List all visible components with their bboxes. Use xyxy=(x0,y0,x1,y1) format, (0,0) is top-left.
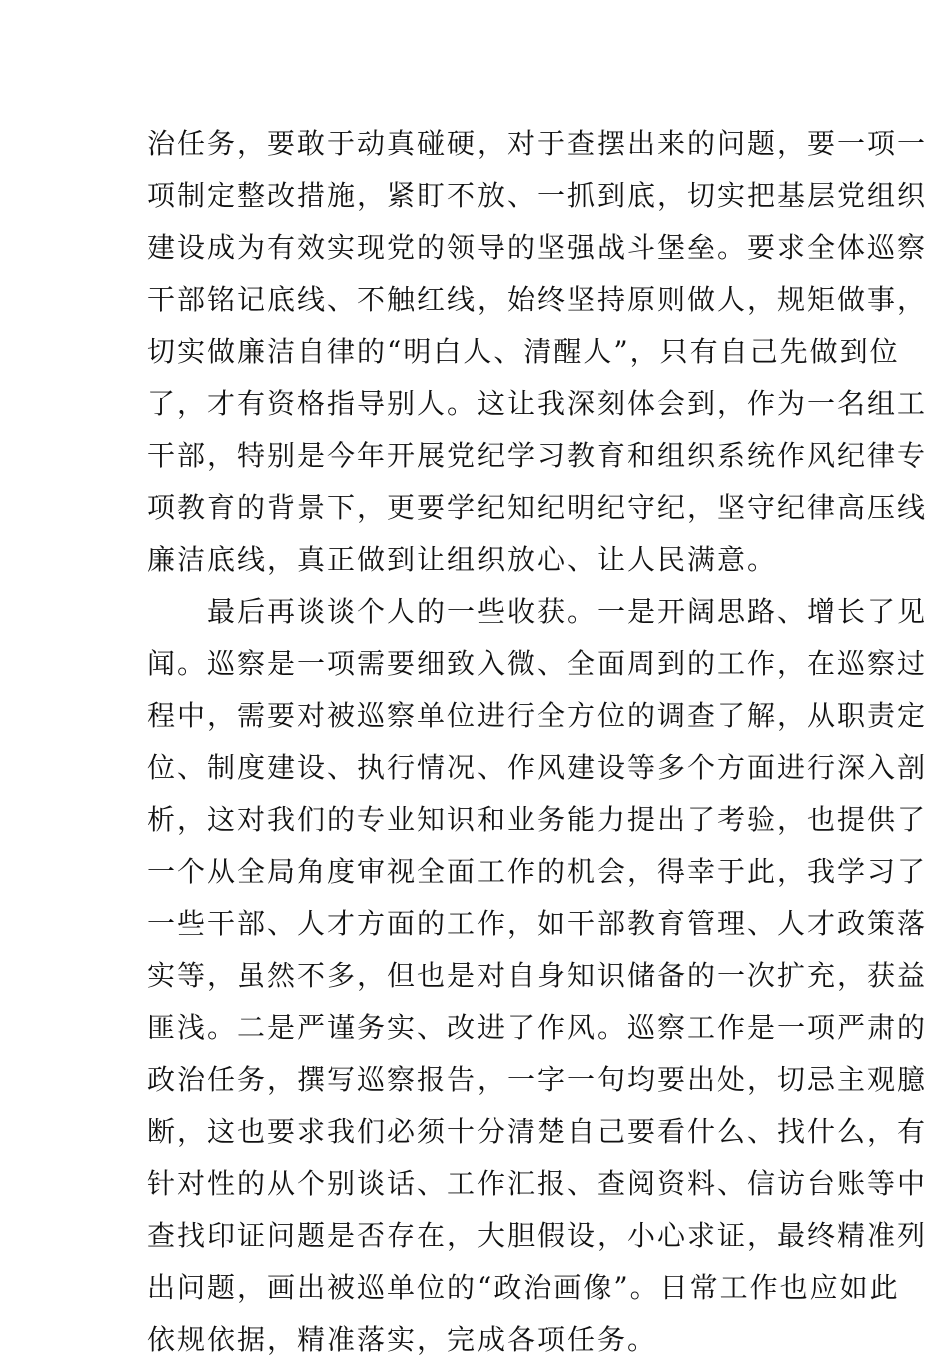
text-line: 项教育的背景下，更要学纪知纪明纪守纪，坚守纪律高压线 xyxy=(147,491,928,524)
text-line: 廉洁底线，真正做到让组织放心、让人民满意。 xyxy=(147,543,778,576)
text-line: 匪浅。二是严谨务实、改进了作风。巡察工作是一项严肃的 xyxy=(147,1011,928,1044)
text-line: 闻。巡察是一项需要细致入微、全面周到的工作，在巡察过 xyxy=(147,647,928,680)
text-line: 析，这对我们的专业知识和业务能力提出了考验，也提供了 xyxy=(147,803,928,836)
text-line: 实等，虽然不多，但也是对自身知识储备的一次扩充，获益 xyxy=(147,959,928,992)
text-line: 出问题，画出被巡单位的“政治画像”。日常工作也应如此 xyxy=(147,1271,900,1304)
text-line: 建设成为有效实现党的领导的坚强战斗堡垒。要求全体巡察 xyxy=(147,231,928,264)
text-line: 最后再谈谈个人的一些收获。一是开阔思路、增长了见 xyxy=(147,595,928,628)
text-line: 位、制度建设、执行情况、作风建设等多个方面进行深入剖 xyxy=(147,751,928,784)
text-line: 针对性的从个别谈话、工作汇报、查阅资料、信访台账等中 xyxy=(147,1167,928,1200)
document-body xyxy=(147,118,928,1366)
text-line: 了，才有资格指导别人。这让我深刻体会到，作为一名组工 xyxy=(147,387,928,420)
text-line: 项制定整改措施，紧盯不放、一抓到底，切实把基层党组织 xyxy=(147,179,928,212)
text-line: 干部铭记底线、不触红线，始终坚持原则做人，规矩做事， xyxy=(147,283,928,316)
text-line: 依规依据，精准落实，完成各项任务。 xyxy=(147,1323,658,1356)
text-line: 切实做廉洁自律的“明白人、清醒人”，只有自己先做到位 xyxy=(147,335,900,368)
text-line: 断，这也要求我们必须十分清楚自己要看什么、找什么，有 xyxy=(147,1115,928,1148)
text-line: 程中，需要对被巡察单位进行全方位的调查了解，从职责定 xyxy=(147,699,928,732)
text-line: 干部，特别是今年开展党纪学习教育和组织系统作风纪律专 xyxy=(147,439,928,472)
paragraph-1 xyxy=(147,118,928,586)
text-line: 治任务，要敢于动真碰硬，对于查摆出来的问题，要一项一 xyxy=(147,127,928,160)
text-line: 政治任务，撰写巡察报告，一字一句均要出处，切忌主观臆 xyxy=(147,1063,928,1096)
text-line: 一个从全局角度审视全面工作的机会，得幸于此，我学习了 xyxy=(147,855,928,888)
paragraph-2 xyxy=(147,586,928,1366)
text-line: 查找印证问题是否存在，大胆假设，小心求证，最终精准列 xyxy=(147,1219,928,1252)
text-line: 一些干部、人才方面的工作，如干部教育管理、人才政策落 xyxy=(147,907,928,940)
